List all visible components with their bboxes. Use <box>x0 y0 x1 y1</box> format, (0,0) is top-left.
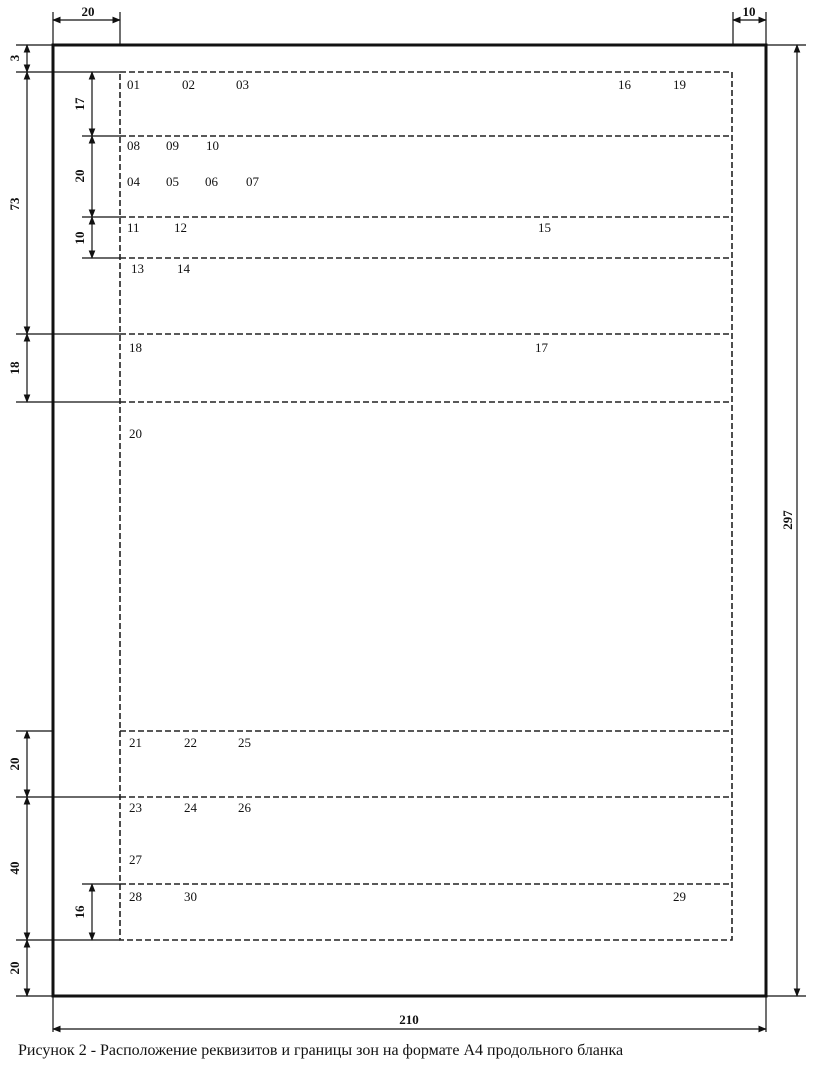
requisite-13: 13 <box>131 261 144 276</box>
sheet-border <box>53 45 766 996</box>
dim-label-17: 17 <box>72 97 87 111</box>
requisite-17: 17 <box>535 340 548 355</box>
requisite-11: 11 <box>127 220 140 235</box>
requisite-28: 28 <box>129 889 142 904</box>
dim-label-20-bottom: 20 <box>7 961 22 975</box>
requisite-20: 20 <box>129 426 142 441</box>
requisite-14: 14 <box>177 261 190 276</box>
requisite-09: 09 <box>166 138 179 153</box>
top-dimensions <box>53 4 766 45</box>
requisite-22: 22 <box>184 735 197 750</box>
right-margin-label: 10 <box>742 4 756 19</box>
dim-label-16: 16 <box>72 905 87 919</box>
zone-outer-frame <box>120 72 732 940</box>
requisite-07: 07 <box>246 174 259 189</box>
requisite-29: 29 <box>673 889 686 904</box>
requisite-08: 08 <box>127 138 140 153</box>
sheet-width-label: 210 <box>399 1012 419 1027</box>
requisite-21: 21 <box>129 735 142 750</box>
dim-label-40: 40 <box>7 861 22 875</box>
dim-label-10: 10 <box>72 231 87 245</box>
dim-label-20-inner: 20 <box>72 169 87 183</box>
requisite-23: 23 <box>129 800 142 815</box>
requisite-04: 04 <box>127 174 140 189</box>
requisite-19: 19 <box>673 77 686 92</box>
figure-caption: Рисунок 2 - Расположение реквизитов и границы зон на формате А4 продольного бланка <box>18 1042 624 1059</box>
requisite-26: 26 <box>238 800 251 815</box>
sheet-height-label: 297 <box>780 510 795 530</box>
requisite-01: 01 <box>127 77 140 92</box>
requisite-06: 06 <box>205 174 218 189</box>
requisite-12: 12 <box>174 220 187 235</box>
requisite-numbers <box>127 77 686 904</box>
dim-label-3: 3 <box>7 54 22 62</box>
dim-label-18: 18 <box>7 361 22 375</box>
requisite-16: 16 <box>618 77 631 92</box>
left-dimension-chain <box>7 45 120 996</box>
zones <box>120 72 732 940</box>
inner-dimension-chain <box>72 72 120 940</box>
dim-label-20-top: 20 <box>7 757 22 771</box>
dim-label-73: 73 <box>7 197 22 211</box>
requisite-15: 15 <box>538 220 551 235</box>
requisite-18: 18 <box>129 340 142 355</box>
width-dimension <box>53 996 766 1032</box>
left-margin-label: 20 <box>81 4 95 19</box>
height-dimension <box>766 45 806 996</box>
requisite-30: 30 <box>184 889 197 904</box>
requisite-27: 27 <box>129 852 142 867</box>
requisite-24: 24 <box>184 800 197 815</box>
requisite-10: 10 <box>206 138 219 153</box>
requisite-02: 02 <box>182 77 195 92</box>
requisite-03: 03 <box>236 77 249 92</box>
requisite-25: 25 <box>238 735 251 750</box>
requisite-05: 05 <box>166 174 179 189</box>
